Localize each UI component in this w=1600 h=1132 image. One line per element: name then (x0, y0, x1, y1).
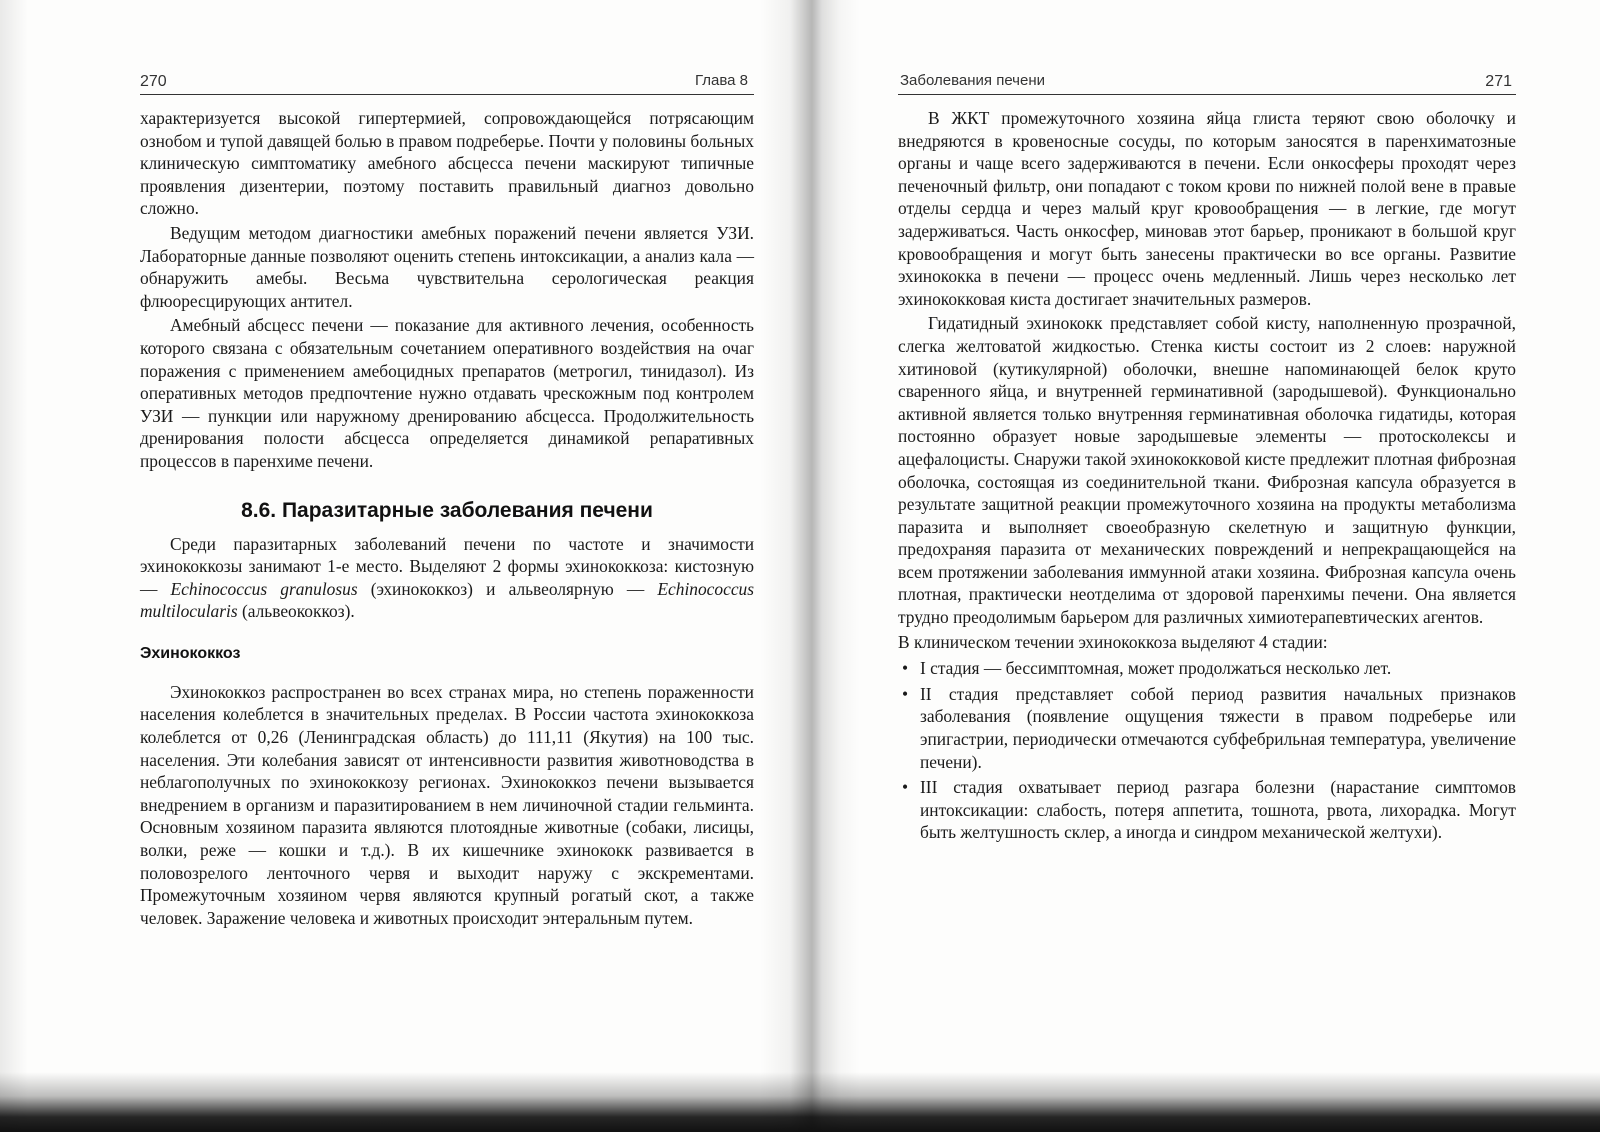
left-page (140, 60, 754, 929)
bullet-icon: • (902, 658, 909, 679)
right-page-header (898, 60, 1516, 95)
book-gutter (760, 0, 860, 1132)
right-page (898, 60, 1516, 847)
list-item-text: III стадия охватывает период разгара болезни (нарастание симптомов интоксикации: слабость, потеря аппетита, тошнота, рвота, лихорадка. Могут быть желтушность склер, а иногда и синдром механической желтухи). (920, 777, 1516, 843)
bullet-icon: • (902, 777, 909, 798)
left-page-header (140, 60, 754, 95)
subheading: Эхинококкоз (140, 644, 241, 662)
page-edge-shadow (0, 0, 28, 1132)
intro-text: Среди паразитарных заболеваний печени по частоте и значимости эхинококкозы занимают 1-е место. Выделяют 2 формы эхинококкоза: кистозную — (140, 533, 754, 599)
paragraph: Эхинококкоз распространен во всех странах мира, но степень пораженности населения колеблется в значительных пределах. В России частота эхинококкоза колеблется от 0,26 (Ленинградская область) до 111,11 (Якутия) на 100 тыс. населения. Эти колебания зависят от интенсивности развития животноводства в неблагополучных по эхинококкозу регионах. Эхинококкоз печени вызывается внедрением в организм и паразитированием в нем личиночной стадии гельминта. Основным хозяином паразита являются плотоядные животные (собаки, лисицы, волки, реже — кошки и т.д.). В их кишечнике эхинококк развивается в половозрелого ленточного червя и выходит наружу с экскрементами. Промежуточным хозяином червя являются крупный рогатый скот, а также человек. Заражение человека и животных происходит энтеральным путем. (140, 681, 754, 928)
running-head: Заболевания печени (900, 72, 1045, 89)
paragraph: В ЖКТ промежуточного хозяина яйца глиста теряют свою оболочку и внедряются в кровеносные сосуды, по которым заносятся в паренхиматозные органы и чаще всего задерживаются в печени. Если онкосферы проходят через печеночный фильтр, они попадают с током крови по нижней полой вене в правые отделы сердца и через малый круг кровообращения — в легкие, где могут задерживаться. Часть онкосфер, миновав этот барьер, проникают в большой круг кровообращения и могут быть занесены практически во все органы. Развитие эхинококка в печени — процесс очень медленный. Лишь через несколько лет эхинококковая киста достигает значительных размеров. (898, 108, 1516, 309)
list-item (898, 776, 1516, 844)
paragraph: Гидатидный эхинококк представляет собой кисту, наполненную прозрачной, слегка желтоватой жидкостью. Стенка кисты состоит из 2 слоев: наружной хитиновой (кутикулярной) оболочки, внешне напоминающей белок круто сваренного яйца, и внутренней герминативной (зародышевой). Функционально активной является только внутренняя герминативная оболочка гидатиды, которая постоянно образует новые зародышевые элементы — протосколексы и ацефалоцисты. Снаружи такой эхинококковой кисте предлежит плотная фиброзная оболочка, состоящая из соединительной ткани. Фиброзная капсула образуется в результате защитной реакции промежуточного хозяина на продукты метаболизма паразита и выполняет своеобразную скелетную и защитную функции, предохраняя паразита от механических повреждений и непрекращающейся на всем протяжении заболевания иммунной атаки хозяина. Фиброзная капсула очень плотная, практически неотделима от здоровой паренхимы печени. Она является трудно преодолимым барьером для различных химиотерапевтических агентов. (898, 313, 1516, 628)
section-title: 8.6. Паразитарные заболевания печени (241, 498, 653, 522)
paragraph: Амебный абсцесс печени — показание для активного лечения, особенность которого связана с обязательным сочетанием оперативного воздействия на очаг поражения с применением амебоцидных препаратов (метрогил, тинидазол). Из оперативных методов предпочтение нужно отдавать чрескожным под контролем УЗИ — пункции или наружному дренированию абсцесса. Продолжительность дренирования полости абсцесса определяется динамикой репаративных процессов в паренхиме печени. (140, 315, 754, 471)
running-head: Глава 8 (694, 72, 748, 89)
intro-text: (эхинококкоз) и альвеолярную — (357, 578, 658, 599)
list-item (898, 657, 1516, 680)
stages-intro: В клиническом течении эхинококкоза выделяют 4 стадии: (898, 631, 1328, 652)
scan-bottom-shadow (0, 1072, 1600, 1132)
list-item-text: II стадия представляет собой период развития начальных признаков заболевания (появление ощущения тяжести в правом подреберье или эпигастрии, периодически отмечаются субфебрильная температура, увеличение печени). (920, 683, 1516, 772)
intro-text: (альвеококкоз). (237, 601, 355, 622)
latin-term: Echinococcus multilocularis (140, 578, 754, 622)
paragraph: характеризуется высокой гипертермией, сопровождающейся потрясающим ознобом и тупой давящей болью в правом подреберье. Почти у половины больных клиническую симптоматику амебного абсцесса печени маскируют типичные проявления дизентерии, поэтому поставить правильный диагноз довольно сложно. (140, 108, 754, 219)
list-item-text: I стадия — бессимптомная, может продолжаться несколько лет. (920, 658, 1392, 679)
page-number: 270 (140, 73, 167, 90)
left-page-body (140, 107, 754, 929)
list-item (898, 683, 1516, 773)
latin-term: Echinococcus granulosus (170, 578, 358, 599)
page-number: 271 (1485, 73, 1512, 90)
stages-list (898, 657, 1516, 844)
bullet-icon: • (902, 683, 909, 704)
paragraph: Ведущим методом диагностики амебных поражений печени является УЗИ. Лабораторные данные позволяют оценить степень интоксикации, а анализ кала — обнаружить амебы. Весьма чувствительна серологическая реакция флюоресцирующих антител. (140, 222, 754, 311)
right-page-body (898, 107, 1516, 844)
section-intro-paragraph (140, 533, 754, 623)
